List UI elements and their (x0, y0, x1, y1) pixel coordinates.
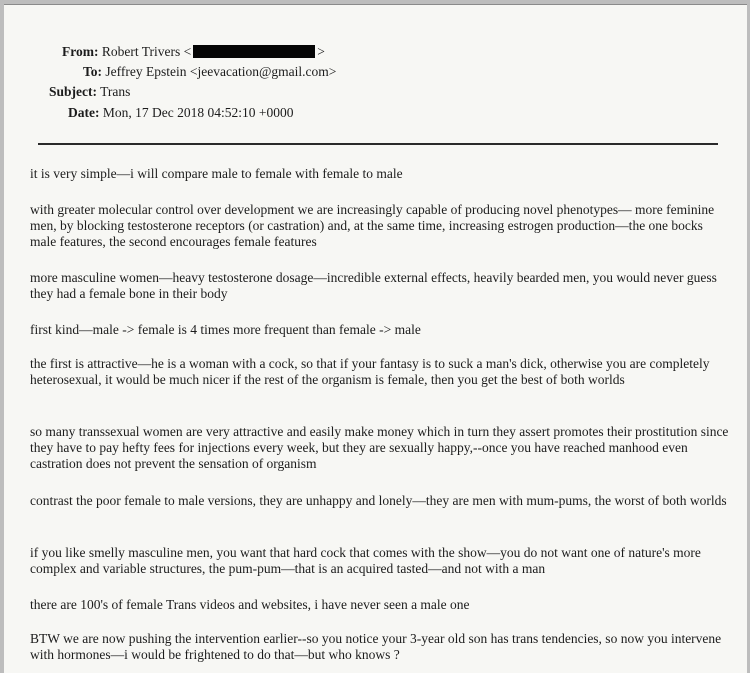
body-paragraph: BTW we are now pushing the intervention earlier--so you notice your 3-year old son has trans tendencies, so now you intervene with hormones—i would be frightened to do that—but who knows ? (30, 631, 722, 662)
header-divider (38, 143, 718, 145)
redaction-box (193, 45, 315, 58)
date-label: Date: (68, 105, 100, 120)
header-from-row (62, 44, 325, 60)
body-paragraph: if you like smelly masculine men, you want that hard cock that comes with the show—you do not want one of nature's more complex and variable structures, the pum-pum—that is an acquired tasted—and not with a man (30, 545, 701, 576)
body-paragraph: more masculine women—heavy testosterone dosage—incredible external effects, heavily bearded men, you would never guess they had a female bone in their body (30, 270, 717, 301)
body-paragraph: it is very simple—i will compare male to female with female to male (30, 166, 403, 181)
from-name: Robert Trivers (101, 44, 181, 59)
from-open-bracket: < (183, 44, 192, 59)
date-value: Mon, 17 Dec 2018 04:52:10 +0000 (102, 105, 294, 120)
from-label: From: (62, 44, 99, 59)
from-close-bracket: > (317, 44, 325, 59)
body-paragraph: the first is attractive—he is a woman with a cock, so that if your fantasy is to suck a man's dick, otherwise you are completely heterosexual, it would be much nicer if the rest of the organism is female, then you get the best of both worlds (30, 356, 710, 387)
body-paragraph: first kind—male -> female is 4 times more frequent than female -> male (30, 322, 421, 337)
header-date-row (68, 105, 293, 121)
body-paragraph: so many transsexual women are very attractive and easily make money which in turn they assert promotes their prostitution since they have to pay hefty fees for injections every week, but they are sexually happy,--once you have reached manhood even castration does not prevent the sensation of organism (30, 424, 729, 471)
to-label: To: (83, 64, 103, 79)
body-paragraph: there are 100's of female Trans videos and websites, i have never seen a male one (30, 597, 470, 612)
body-paragraph: contrast the poor female to male versions, they are unhappy and lonely—they are men with mum-pums, the worst of both worlds (30, 493, 727, 508)
body-paragraph: with greater molecular control over development we are increasingly capable of producing novel phenotypes— more feminine men, by blocking testosterone receptors (or castration) and, at the same time, increasing estrogen production—the one bocks male features, the second encourages female features (30, 202, 715, 249)
subject-value: Trans (100, 84, 131, 99)
email-document-page (4, 4, 747, 673)
header-to-row (83, 64, 336, 80)
to-value: Jeffrey Epstein <jeevacation@gmail.com> (105, 64, 337, 79)
header-subject-row (49, 84, 130, 100)
subject-label: Subject: (49, 84, 97, 99)
